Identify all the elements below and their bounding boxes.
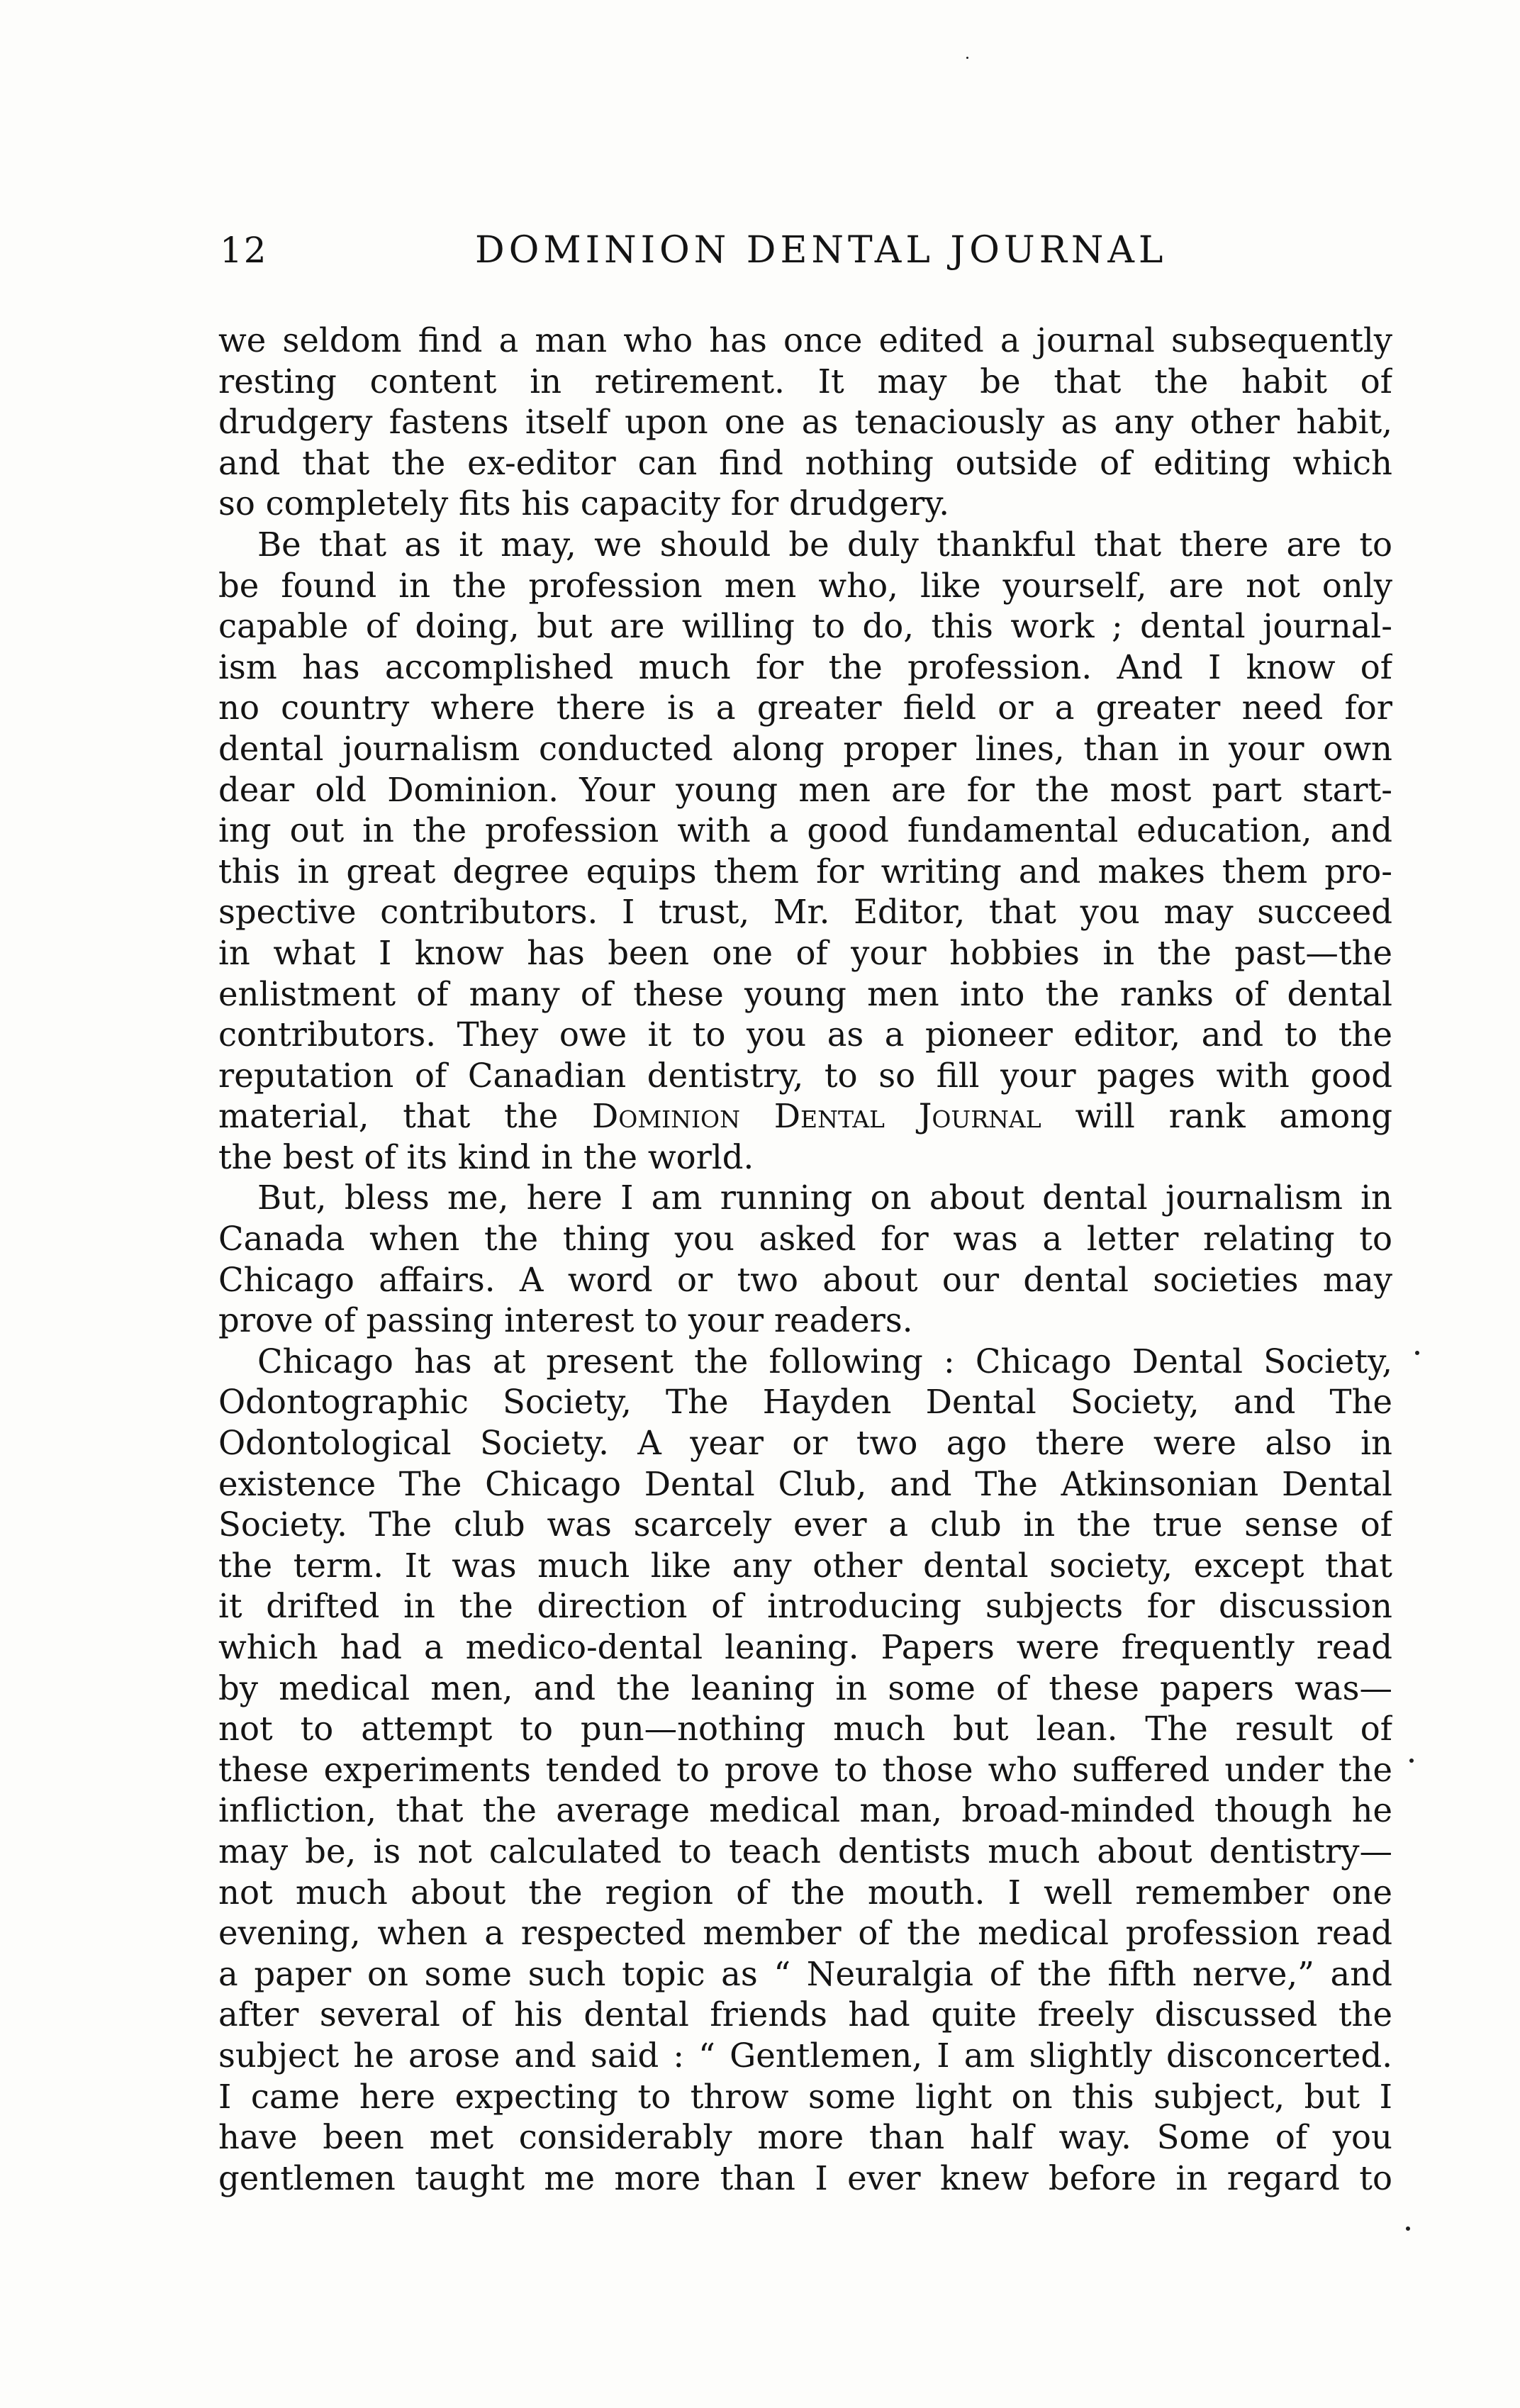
text-line: which had a medico-dental leaning. Papers were frequently read	[218, 1628, 1392, 1666]
text-line: Be that as it may, we should be duly thankful that there are to	[257, 525, 1392, 564]
text-line: enlistment of many of these young men into the ranks of dental	[218, 974, 1392, 1013]
text-line: ing out in the profession with a good fundamental education, and	[218, 811, 1392, 850]
text-line: we seldom find a man who has once edited a journal subsequently	[218, 321, 1392, 359]
text-line: Canada when the thing you asked for was a letter relating to	[218, 1220, 1392, 1259]
text-line: I came here expecting to throw some light on this subject, but I	[218, 2077, 1392, 2116]
text-line: not to attempt to pun—nothing much but lean. The result of	[218, 1710, 1392, 1749]
print-speck	[1409, 1758, 1414, 1763]
text-line: dear old Dominion. Your young men are for the most part start-	[218, 770, 1392, 809]
text-line: prove of passing interest to your readers.	[218, 1301, 913, 1340]
text-line: existence The Chicago Dental Club, and The Atkinsonian Dental	[218, 1464, 1392, 1503]
text-line: evening, when a respected member of the medical profession read	[218, 1914, 1392, 1953]
page-number: 12	[220, 230, 268, 271]
text-line: reputation of Canadian dentistry, to so fill your pages with good	[218, 1056, 1392, 1095]
text-line: no country where there is a greater field or a greater need for	[218, 689, 1392, 728]
text-line: and that the ex-editor can find nothing outside of editing which	[218, 443, 1392, 482]
text-line: these experiments tended to prove to those who suffered under the	[218, 1750, 1392, 1789]
text-line: infliction, that the average medical man, broad-minded though he	[218, 1791, 1392, 1830]
text-line: after several of his dental friends had quite freely discussed the	[218, 1995, 1392, 2034]
text-line: the term. It was much like any other dental society, except that	[218, 1546, 1392, 1585]
text-line: may be, is not calculated to teach dentists much about dentistry—	[218, 1832, 1392, 1871]
text-line: resting content in retirement. It may be that the habit of	[218, 362, 1392, 401]
text-line: be found in the profession men who, like yourself, are not only	[218, 566, 1392, 605]
text-line: Society. The club was scarcely ever a club in the true sense of	[218, 1505, 1392, 1544]
text-line: contributors. They owe it to you as a pioneer editor, and to the	[218, 1015, 1392, 1054]
text-line: spective contributors. I trust, Mr. Editor, that you may succeed	[218, 893, 1392, 932]
text-line: gentlemen taught me more than I ever knew before in regard to	[218, 2158, 1392, 2197]
line-segment: will rank among	[1075, 1097, 1392, 1136]
journal-title-inline: Dominion Dental Journal	[591, 1097, 1041, 1136]
text-line: it drifted in the direction of introducing subjects for discussion	[218, 1587, 1392, 1626]
text-line: subject he arose and said : “ Gentlemen, I am slightly disconcerted.	[218, 2036, 1392, 2075]
text-line: capable of doing, but are willing to do, this work ; dental journal-	[218, 607, 1392, 646]
text-line: in what I know has been one of your hobbies in the past—the	[218, 933, 1392, 972]
text-line: ism has accomplished much for the profession. And I know of	[218, 647, 1392, 686]
text-line: have been met considerably more than half way. Some of you	[218, 2118, 1392, 2157]
text-line: this in great degree equips them for writing and makes them pro-	[218, 852, 1392, 891]
text-line: Chicago affairs. A word or two about our dental societies may	[218, 1260, 1392, 1299]
running-head: DOMINION DENTAL JOURNAL	[475, 229, 1168, 272]
text-line: Odontographic Society, The Hayden Dental Society, and The	[218, 1383, 1392, 1422]
text-line: But, bless me, here I am running on about dental journalism in	[257, 1178, 1392, 1217]
print-speck	[1406, 2226, 1410, 2231]
text-line: dental journalism conducted along proper lines, than in your own	[218, 729, 1392, 768]
article-body	[218, 320, 1392, 2199]
print-speck	[1415, 1351, 1419, 1355]
text-line: a paper on some such topic as “ Neuralgia of the fifth nerve,” and	[218, 1954, 1392, 1993]
text-line: Chicago has at present the following : Chicago Dental Society,	[257, 1342, 1392, 1381]
print-speck	[966, 57, 968, 59]
text-line: not much about the region of the mouth. I well remember one	[218, 1873, 1392, 1912]
line-segment: material, that the	[218, 1097, 559, 1136]
text-line: by medical men, and the leaning in some of these papers was—	[218, 1668, 1392, 1707]
text-line: Odontological Society. A year or two ago there were also in	[218, 1424, 1392, 1463]
text-line: so completely fits his capacity for drudgery.	[218, 484, 950, 523]
page-header	[220, 225, 1390, 282]
text-line-with-journal-title	[218, 1096, 1392, 1137]
text-line: the best of its kind in the world.	[218, 1137, 754, 1176]
text-line: drudgery fastens itself upon one as tenaciously as any other habit,	[218, 403, 1392, 442]
